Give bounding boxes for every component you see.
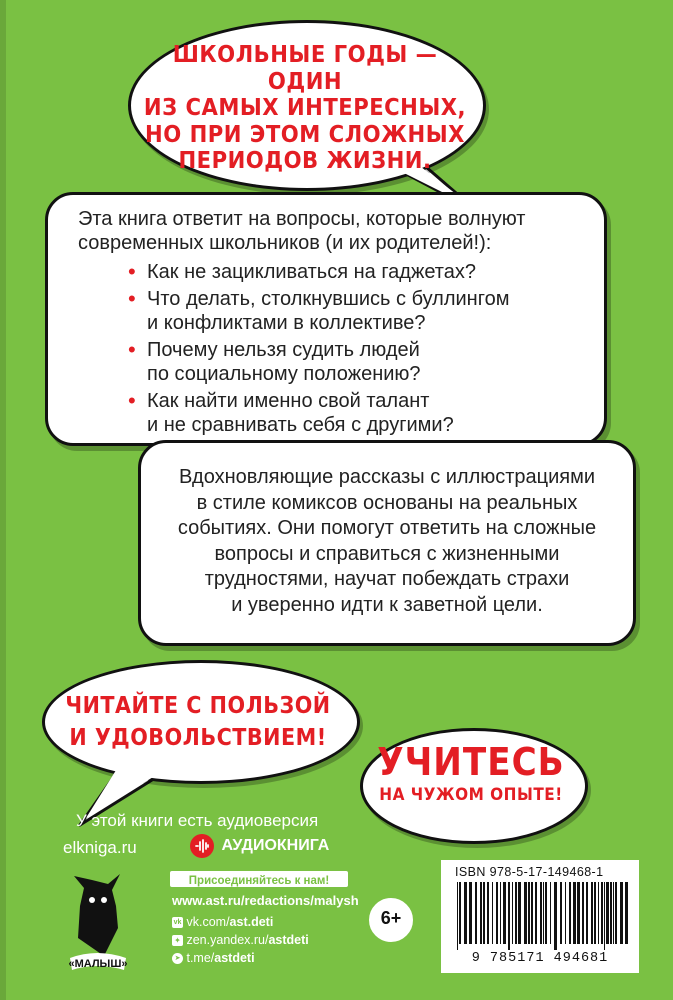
top-bubble-line: ИЗ САМЫХ ИНТЕРЕСНЫХ, (143, 93, 467, 122)
elkniga-link[interactable]: elkniga.ru (63, 838, 137, 857)
barcode-bar (528, 882, 530, 944)
barcode-bar (483, 882, 485, 944)
barcode-panel (441, 860, 639, 973)
stories-line: Вдохновляющие рассказы с иллюстрациями (178, 466, 596, 488)
question-line: и конфликтами в коллективе? (147, 312, 426, 334)
social-handle: ast.deti (229, 915, 274, 929)
top-bubble-line: ШКОЛЬНЫЕ ГОДЫ — ОДИН (172, 40, 438, 95)
social-item-zen[interactable] (172, 931, 352, 949)
barcode-bar (515, 882, 517, 944)
barcode-bar (610, 882, 612, 944)
social-list (172, 913, 352, 967)
questions-intro (78, 207, 598, 255)
social-prefix: t.me/ (186, 951, 215, 965)
isbn-label: ISBN 978-5-17-149468-1 (455, 865, 604, 879)
publisher-logo-text: «МАЛЫШ» (68, 958, 128, 970)
barcode-bar (606, 882, 609, 944)
zen-icon: ✦ (172, 935, 183, 946)
join-banner (170, 871, 348, 887)
question-line: • Что делать, столкнувшись с буллингом (147, 288, 510, 310)
barcode-number: 9 785171 494681 (471, 951, 609, 966)
barcode-bar (560, 882, 562, 944)
barcode-graphic (455, 882, 631, 950)
left-bubble-text (52, 690, 344, 754)
top-bubble-line: НО ПРИ ЭТОМ СЛОЖНЫХ (145, 119, 465, 148)
barcode-bar (577, 882, 580, 944)
social-prefix: vk.com/ (186, 915, 230, 929)
intro-line: современных школьников (и их родителей!): (78, 232, 492, 254)
left-bubble-line: И УДОВОЛЬСТВИЕМ! (69, 725, 327, 751)
barcode-bar (524, 882, 527, 944)
question-line: • Почему нельзя судить людей (147, 339, 420, 361)
question-line: • Как найти именно свой талант (147, 390, 430, 412)
right-bubble-subtitle: НА ЧУЖОМ ОПЫТЕ! (379, 785, 563, 805)
stories-line: трудностями, научат побеждать страхи (204, 568, 570, 590)
barcode-bar (615, 882, 617, 944)
social-item-telegram[interactable] (172, 949, 352, 967)
barcode-bar (475, 882, 477, 944)
barcode-bar (620, 882, 623, 944)
barcode-bar (573, 882, 576, 944)
barcode-bar (518, 882, 521, 944)
audiobook-label: АУДИОКНИГА (221, 837, 330, 854)
stories-line: событиях. Они помогут ответить на сложные (177, 517, 597, 539)
barcode-bar (512, 882, 513, 944)
barcode-bar (543, 882, 544, 944)
top-bubble-text (140, 41, 470, 174)
question-item (120, 287, 590, 335)
barcode-bar (604, 882, 605, 950)
barcode-bar (586, 882, 588, 944)
barcode-bar (540, 882, 542, 944)
age-rating-label: 6+ (380, 908, 402, 928)
social-prefix: zen.yandex.ru/ (186, 933, 269, 947)
barcode-bar (594, 882, 596, 944)
social-item-vk[interactable] (172, 913, 352, 931)
barcode-bar (554, 882, 557, 950)
barcode-bar (625, 882, 628, 944)
left-bubble-line: ЧИТАЙТЕ С ПОЛЬЗОЙ (65, 693, 331, 719)
barcode-bar (598, 882, 599, 944)
join-label: Присоединяйтесь к нам! (188, 875, 330, 887)
barcode-bar (535, 882, 537, 944)
barcode-bar (601, 882, 603, 944)
barcode-bar (503, 882, 506, 944)
barcode-bar (591, 882, 593, 944)
barcode-bar (531, 882, 533, 944)
barcode-bar (508, 882, 510, 950)
social-handle: astdeti (214, 951, 255, 965)
barcode-bar (469, 882, 472, 944)
social-handle: astdeti (268, 933, 309, 947)
right-bubble-title: УЧИТЕСЬ (377, 740, 565, 784)
audio-note: У этой книги есть аудиоверсия (76, 811, 319, 830)
barcode-bar (492, 882, 493, 944)
question-item (120, 338, 590, 386)
barcode-bar (464, 882, 467, 944)
barcode-bar (582, 882, 584, 944)
website-link[interactable]: www.ast.ru/redactions/malysh (172, 893, 359, 908)
audiobook-icon (190, 834, 214, 858)
question-item (120, 260, 590, 284)
stories-line: в стиле комиксов основаны на реальных (196, 491, 578, 514)
barcode-bar (613, 882, 614, 944)
barcode-bar (500, 882, 501, 944)
question-line: и не сравнивать себя с другими? (147, 414, 454, 436)
intro-line: Эта книга ответит на вопросы, которые волнуют (78, 208, 526, 230)
right-bubble-text (364, 740, 578, 806)
question-item (120, 389, 590, 437)
barcode-bar (487, 882, 489, 944)
telegram-icon: ➤ (172, 953, 183, 964)
question-line: • Как не зацикливаться на гаджетах? (147, 261, 476, 283)
question-line: по социальному положению? (147, 363, 421, 385)
questions-box (45, 192, 607, 446)
barcode-bar (496, 882, 498, 944)
barcode-bar (480, 882, 482, 944)
stories-line: и уверенно идти к заветной цели. (231, 593, 543, 616)
barcode-bar (459, 882, 461, 944)
stories-text (147, 465, 627, 618)
barcode-bar (545, 882, 547, 944)
questions-list (120, 260, 590, 437)
barcode-bar (550, 882, 551, 944)
barcode-bar (457, 882, 458, 950)
stories-box (138, 440, 636, 646)
barcode-bar (569, 882, 571, 944)
vk-icon: vk (173, 919, 182, 927)
top-bubble-line: ПЕРИОДОВ ЖИЗНИ. (178, 146, 432, 175)
audiobook-logo (190, 834, 329, 862)
stories-line: вопросы и справиться с жизненными (214, 542, 560, 565)
barcode-bar (565, 882, 566, 944)
